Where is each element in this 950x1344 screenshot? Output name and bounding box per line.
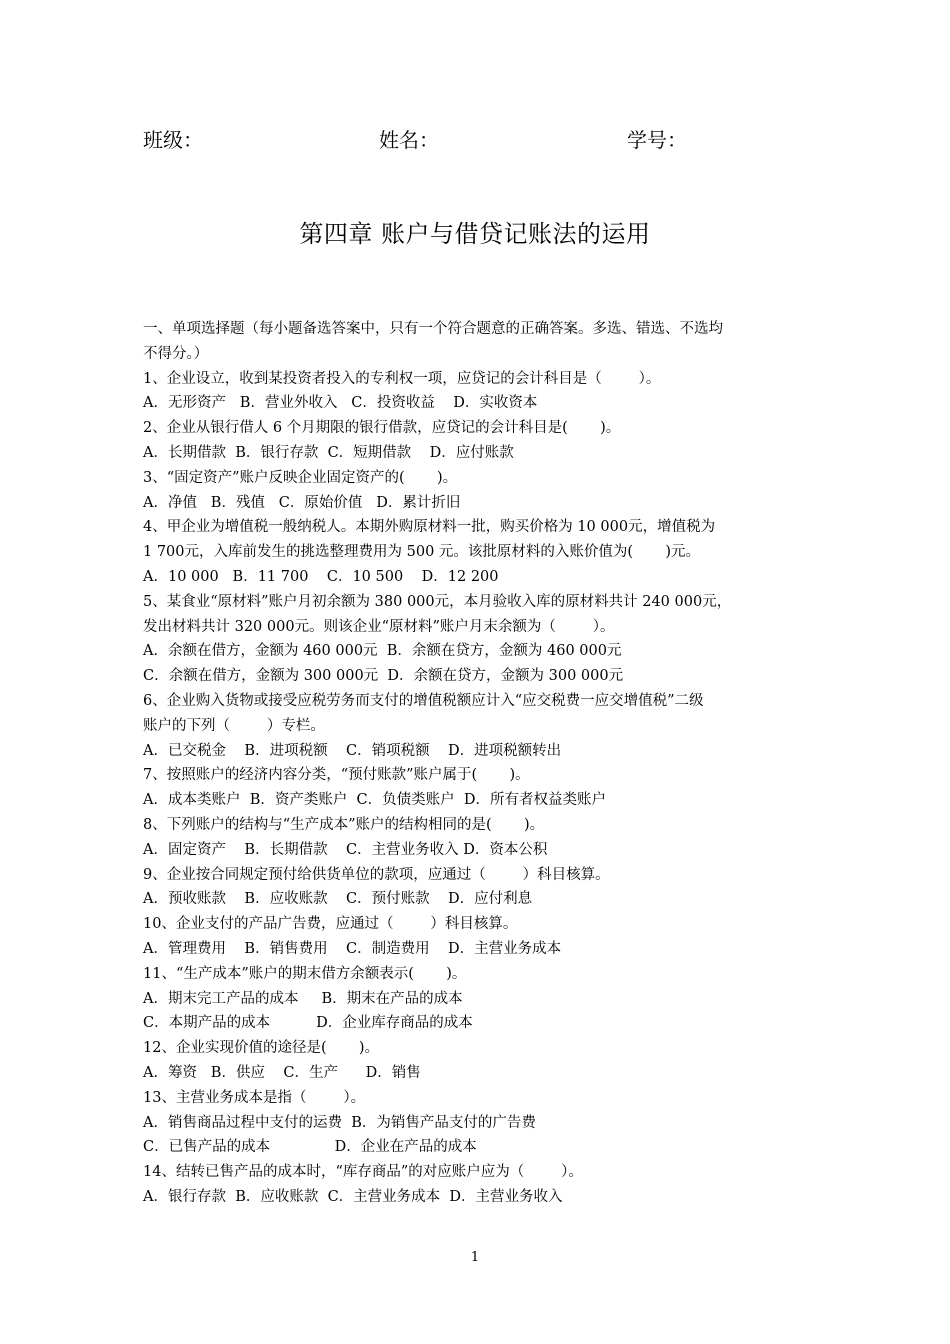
content-line: 2、企业从银行借人 6 个月期限的银行借款，应贷记的会计科目是( )。 — [143, 420, 621, 437]
content-line: A．管理费用 B．销售费用 C．制造费用 D．主营业务成本 — [143, 940, 562, 957]
content-line: 5、某食业“原材料”账户月初余额为 380 000元，本月验收入库的原材料共计 240 000元， — [143, 593, 732, 610]
content-line: 6、企业购入货物或接受应税劳务而支付的增值税额应计入“应交税费一应交增值税”二级 — [143, 692, 704, 709]
content-line: 账户的下列（ ）专栏。 — [143, 717, 325, 734]
content-line: 不得分。） — [143, 345, 209, 362]
content-line: A．余额在借方，金额为 460 000元 B．余额在贷方，金额为 460 000元 — [143, 643, 622, 660]
content-line: 10、企业支付的产品广告费，应通过（ ）科目核算。 — [143, 916, 518, 933]
content-line: A．筹资 B．供应 C．生产 D．销售 — [143, 1064, 421, 1081]
student-id-label: 学号： — [627, 128, 687, 152]
content-line: C．本期产品的成本 D．企业库存商品的成本 — [143, 1015, 473, 1032]
content-line: 11、“生产成本”账户的期末借方余额表示( )。 — [143, 965, 467, 982]
content-line: A．银行存款 B．应收账款 C．主营业务成本 D．主营业务收入 — [143, 1188, 563, 1205]
content-line: A．无形资产 B．营业外收入 C．投资收益 D．实收资本 — [143, 395, 538, 412]
content-line: 发出材料共计 320 000元。则该企业“原材料”账户月末余额为（ ）。 — [143, 618, 615, 635]
content-line: A．销售商品过程中支付的运费 B．为销售产品支付的广告费 — [143, 1114, 536, 1131]
class-label: 班级： — [143, 128, 203, 152]
content-line: A．已交税金 B．进项税额 C．销项税额 D．进项税额转出 — [143, 742, 562, 759]
content-line: 4、甲企业为增值税一般纳税人。本期外购原材料一批，购买价格为 10 000元，增值税为 — [143, 519, 716, 536]
content-line: C．已售产品的成本 D．企业在产品的成本 — [143, 1139, 477, 1156]
question-list — [143, 317, 811, 1210]
name-label: 姓名： — [379, 128, 439, 152]
content-line: 一、单项选择题（每小题备选答案中，只有一个符合题意的正确答案。多选、错选、不选均 — [143, 321, 723, 337]
content-line: 8、下列账户的结构与“生产成本”账户的结构相同的是( )。 — [143, 816, 545, 833]
student-info-header — [143, 124, 783, 154]
content-line: 13、主营业务成本是指（ ）。 — [143, 1089, 366, 1106]
content-line: 14、结转已售产品的成本时，“库存商品”的对应账户应为（ ）。 — [143, 1164, 583, 1181]
content-line: A．预收账款 B．应收账款 C．预付账款 D．应付利息 — [143, 891, 533, 908]
chapter-title: 第四章 账户与借贷记账法的运用 — [299, 220, 651, 248]
page-number: 1 — [470, 1250, 480, 1265]
content-line: A．成本类账户 B．资产类账户 C．负债类账户 D．所有者权益类账户 — [143, 792, 606, 809]
content-line: A．固定资产 B．长期借款 C．主营业务收入 D．资本公积 — [143, 841, 548, 858]
content-line: A．期末完工产品的成本 B．期末在产品的成本 — [143, 990, 463, 1007]
content-line: 1、企业设立，收到某投资者投入的专利权一项，应贷记的会计科目是（ ）。 — [143, 370, 661, 387]
content-line: 9、企业按合同规定预付给供货单位的款项，应通过（ ）科目核算。 — [143, 866, 610, 883]
content-line: A．10 000 B．11 700 C．10 500 D．12 200 — [143, 568, 499, 585]
content-line: A．长期借款 B．银行存款 C．短期借款 D．应付账款 — [143, 444, 514, 461]
content-line: A．净值 B．残值 C．原始价值 D．累计折旧 — [143, 494, 461, 511]
content-line: 7、按照账户的经济内容分类，“预付账款”账户属于( )。 — [143, 767, 530, 784]
content-line: 1 700元，入库前发生的挑选整理费用为 500 元。该批原材料的入账价值为( )元。 — [143, 544, 700, 561]
content-line: C．余额在借方，金额为 300 000元 D．余额在贷方，金额为 300 000元 — [143, 668, 624, 685]
content-line: 12、企业实现价值的途径是( )。 — [143, 1040, 380, 1057]
content-line: 3、“固定资产”账户反映企业固定资产的( )。 — [143, 469, 458, 486]
